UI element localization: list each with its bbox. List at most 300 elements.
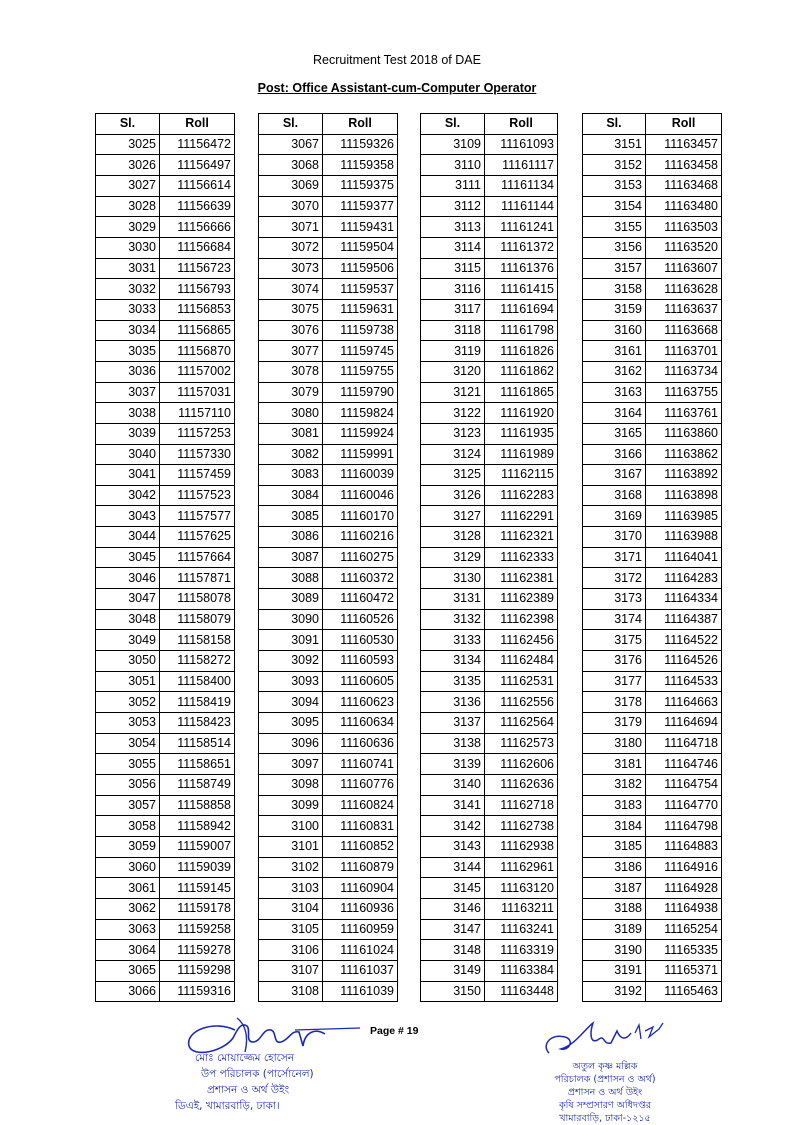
serial-cell: 3181 <box>583 754 646 775</box>
table-row <box>96 609 235 630</box>
table-row <box>421 444 558 465</box>
table-row <box>583 134 722 155</box>
serial-cell: 3080 <box>259 403 323 424</box>
roll-cell: 11163701 <box>646 341 722 362</box>
serial-cell: 3111 <box>421 175 485 196</box>
roll-cell: 11163761 <box>646 403 722 424</box>
roll-cell: 11161415 <box>485 279 558 300</box>
roll-cell: 11164533 <box>646 671 722 692</box>
table-row <box>583 630 722 651</box>
roll-cell: 11160741 <box>323 754 398 775</box>
roll-cell: 11156614 <box>160 175 235 196</box>
serial-cell: 3114 <box>421 237 485 258</box>
serial-cell: 3046 <box>96 568 160 589</box>
serial-cell: 3070 <box>259 196 323 217</box>
table-row <box>421 671 558 692</box>
serial-cell: 3073 <box>259 258 323 279</box>
serial-cell: 3161 <box>583 341 646 362</box>
roll-table-2 <box>258 113 398 1002</box>
serial-cell: 3187 <box>583 878 646 899</box>
serial-cell: 3128 <box>421 527 485 548</box>
table-row <box>583 836 722 857</box>
roll-cell: 11157253 <box>160 423 235 444</box>
table-row <box>583 155 722 176</box>
serial-cell: 3124 <box>421 444 485 465</box>
serial-cell: 3153 <box>583 175 646 196</box>
table-row <box>259 485 398 506</box>
serial-cell: 3029 <box>96 217 160 238</box>
roll-cell: 11159358 <box>323 155 398 176</box>
serial-cell: 3142 <box>421 816 485 837</box>
serial-cell: 3157 <box>583 258 646 279</box>
roll-cell: 11165463 <box>646 981 722 1002</box>
table-row <box>259 589 398 610</box>
serial-cell: 3052 <box>96 692 160 713</box>
serial-cell: 3076 <box>259 320 323 341</box>
table-row <box>421 857 558 878</box>
roll-cell: 11160634 <box>323 713 398 734</box>
table-row <box>421 527 558 548</box>
roll-cell: 11160605 <box>323 671 398 692</box>
roll-cell: 11157523 <box>160 485 235 506</box>
serial-cell: 3186 <box>583 857 646 878</box>
table-row <box>583 733 722 754</box>
serial-cell: 3126 <box>421 485 485 506</box>
serial-cell: 3109 <box>421 134 485 155</box>
serial-cell: 3094 <box>259 692 323 713</box>
roll-cell: 11158272 <box>160 651 235 672</box>
roll-cell: 11158423 <box>160 713 235 734</box>
serial-cell: 3107 <box>259 960 323 981</box>
table-row <box>421 795 558 816</box>
table-row <box>259 981 398 1002</box>
sl-header: Sl. <box>583 114 646 135</box>
table-row <box>421 692 558 713</box>
serial-cell: 3135 <box>421 671 485 692</box>
roll-cell: 11165335 <box>646 940 722 961</box>
serial-cell: 3139 <box>421 754 485 775</box>
serial-cell: 3136 <box>421 692 485 713</box>
table-row <box>96 940 235 961</box>
right-signature-block <box>530 1060 680 1125</box>
roll-cell: 11162961 <box>485 857 558 878</box>
serial-cell: 3030 <box>96 237 160 258</box>
serial-cell: 3175 <box>583 630 646 651</box>
table-row <box>421 279 558 300</box>
roll-cell: 11156723 <box>160 258 235 279</box>
table-row <box>259 775 398 796</box>
serial-cell: 3031 <box>96 258 160 279</box>
serial-cell: 3039 <box>96 423 160 444</box>
serial-cell: 3088 <box>259 568 323 589</box>
table-row <box>583 692 722 713</box>
serial-cell: 3174 <box>583 609 646 630</box>
serial-cell: 3033 <box>96 299 160 320</box>
table-row <box>421 134 558 155</box>
roll-cell: 11163637 <box>646 299 722 320</box>
table-row <box>583 609 722 630</box>
roll-cell: 11160593 <box>323 651 398 672</box>
serial-cell: 3089 <box>259 589 323 610</box>
table-row <box>259 940 398 961</box>
table-row <box>259 733 398 754</box>
roll-cell: 11157577 <box>160 506 235 527</box>
roll-cell: 11164770 <box>646 795 722 816</box>
table-row <box>583 444 722 465</box>
roll-cell: 11164387 <box>646 609 722 630</box>
table-row <box>583 960 722 981</box>
serial-cell: 3177 <box>583 671 646 692</box>
serial-cell: 3087 <box>259 547 323 568</box>
roll-cell: 11164883 <box>646 836 722 857</box>
roll-cell: 11164526 <box>646 651 722 672</box>
table-header-row <box>259 114 398 135</box>
serial-cell: 3067 <box>259 134 323 155</box>
roll-cell: 11161024 <box>323 940 398 961</box>
roll-cell: 11163734 <box>646 361 722 382</box>
roll-cell: 11160216 <box>323 527 398 548</box>
serial-cell: 3159 <box>583 299 646 320</box>
serial-cell: 3057 <box>96 795 160 816</box>
table-row <box>259 382 398 403</box>
serial-cell: 3056 <box>96 775 160 796</box>
roll-cell: 11162398 <box>485 609 558 630</box>
table-row <box>583 671 722 692</box>
serial-cell: 3152 <box>583 155 646 176</box>
roll-cell: 11159377 <box>323 196 398 217</box>
roll-cell: 11161989 <box>485 444 558 465</box>
roll-cell: 11162321 <box>485 527 558 548</box>
serial-cell: 3158 <box>583 279 646 300</box>
sl-header: Sl. <box>421 114 485 135</box>
serial-cell: 3098 <box>259 775 323 796</box>
roll-cell: 11163860 <box>646 423 722 444</box>
table-row <box>259 630 398 651</box>
roll-cell: 11162636 <box>485 775 558 796</box>
roll-cell: 11159924 <box>323 423 398 444</box>
table-row <box>96 775 235 796</box>
serial-cell: 3147 <box>421 919 485 940</box>
serial-cell: 3055 <box>96 754 160 775</box>
roll-cell: 11159504 <box>323 237 398 258</box>
serial-cell: 3143 <box>421 836 485 857</box>
table-header-row <box>96 114 235 135</box>
roll-cell: 11164916 <box>646 857 722 878</box>
table-row <box>259 341 398 362</box>
table-row <box>583 527 722 548</box>
table-row <box>421 237 558 258</box>
roll-cell: 11159631 <box>323 299 398 320</box>
table-row <box>259 568 398 589</box>
serial-cell: 3160 <box>583 320 646 341</box>
table-row <box>583 713 722 734</box>
roll-cell: 11163520 <box>646 237 722 258</box>
serial-cell: 3164 <box>583 403 646 424</box>
table-row <box>421 981 558 1002</box>
roll-cell: 11163892 <box>646 465 722 486</box>
roll-cell: 11162484 <box>485 651 558 672</box>
roll-cell: 11162738 <box>485 816 558 837</box>
serial-cell: 3038 <box>96 403 160 424</box>
sl-header: Sl. <box>96 114 160 135</box>
serial-cell: 3100 <box>259 816 323 837</box>
serial-cell: 3141 <box>421 795 485 816</box>
serial-cell: 3104 <box>259 898 323 919</box>
serial-cell: 3034 <box>96 320 160 341</box>
table-row <box>583 981 722 1002</box>
roll-cell: 11156472 <box>160 134 235 155</box>
roll-cell: 11160776 <box>323 775 398 796</box>
roll-cell: 11162606 <box>485 754 558 775</box>
roll-cell: 11159298 <box>160 960 235 981</box>
table-row <box>259 279 398 300</box>
serial-cell: 3084 <box>259 485 323 506</box>
serial-cell: 3048 <box>96 609 160 630</box>
right-signatory-wing: প্রশাসন ও অর্থ উইং <box>567 1087 643 1098</box>
roll-cell: 11163458 <box>646 155 722 176</box>
roll-cell: 11160636 <box>323 733 398 754</box>
serial-cell: 3036 <box>96 361 160 382</box>
roll-cell: 11157664 <box>160 547 235 568</box>
roll-cell: 11156666 <box>160 217 235 238</box>
roll-cell: 11156793 <box>160 279 235 300</box>
roll-cell: 11159278 <box>160 940 235 961</box>
roll-cell: 11158078 <box>160 589 235 610</box>
table-row <box>583 465 722 486</box>
serial-cell: 3183 <box>583 795 646 816</box>
serial-cell: 3101 <box>259 836 323 857</box>
serial-cell: 3103 <box>259 878 323 899</box>
left-signatory-name: মোঃ মোয়াজ্জেম হোসেন <box>195 1052 295 1064</box>
serial-cell: 3078 <box>259 361 323 382</box>
serial-cell: 3145 <box>421 878 485 899</box>
table-row <box>421 361 558 382</box>
roll-cell: 11156853 <box>160 299 235 320</box>
serial-cell: 3169 <box>583 506 646 527</box>
table-row <box>421 733 558 754</box>
table-row <box>421 940 558 961</box>
serial-cell: 3122 <box>421 403 485 424</box>
serial-cell: 3188 <box>583 898 646 919</box>
roll-cell: 11163862 <box>646 444 722 465</box>
roll-cell: 11165254 <box>646 919 722 940</box>
roll-cell: 11159326 <box>323 134 398 155</box>
table-row <box>583 485 722 506</box>
serial-cell: 3127 <box>421 506 485 527</box>
serial-cell: 3075 <box>259 299 323 320</box>
roll-cell: 11163468 <box>646 175 722 196</box>
serial-cell: 3148 <box>421 940 485 961</box>
serial-cell: 3116 <box>421 279 485 300</box>
roll-cell: 11164522 <box>646 630 722 651</box>
roll-cell: 11163755 <box>646 382 722 403</box>
serial-cell: 3138 <box>421 733 485 754</box>
roll-cell: 11156870 <box>160 341 235 362</box>
serial-cell: 3085 <box>259 506 323 527</box>
left-signatory-office: ডিএই, খামারবাড়ি, ঢাকা। <box>175 1100 280 1112</box>
roll-cell: 11163607 <box>646 258 722 279</box>
roll-cell: 11158858 <box>160 795 235 816</box>
roll-cell: 11162938 <box>485 836 558 857</box>
serial-cell: 3058 <box>96 816 160 837</box>
roll-cell: 11160046 <box>323 485 398 506</box>
serial-cell: 3042 <box>96 485 160 506</box>
table-row <box>421 217 558 238</box>
table-row <box>259 299 398 320</box>
serial-cell: 3170 <box>583 527 646 548</box>
table-row <box>583 940 722 961</box>
table-row <box>583 816 722 837</box>
table-row <box>96 237 235 258</box>
table-row <box>96 795 235 816</box>
table-row <box>96 465 235 486</box>
roll-cell: 11164041 <box>646 547 722 568</box>
roll-cell: 11160904 <box>323 878 398 899</box>
table-row <box>96 155 235 176</box>
roll-cell: 11160472 <box>323 589 398 610</box>
table-row <box>259 795 398 816</box>
table-row <box>421 382 558 403</box>
serial-cell: 3054 <box>96 733 160 754</box>
right-signatory-designation: পরিচালক (প্রশাসন ও অর্থ) <box>554 1074 656 1085</box>
serial-cell: 3032 <box>96 279 160 300</box>
roll-cell: 11160936 <box>323 898 398 919</box>
roll-cell: 11160879 <box>323 857 398 878</box>
serial-cell: 3163 <box>583 382 646 403</box>
roll-cell: 11161117 <box>485 155 558 176</box>
roll-cell: 11164754 <box>646 775 722 796</box>
table-row <box>259 134 398 155</box>
serial-cell: 3179 <box>583 713 646 734</box>
roll-cell: 11161039 <box>323 981 398 1002</box>
roll-table-4 <box>582 113 722 1002</box>
serial-cell: 3027 <box>96 175 160 196</box>
table-row <box>421 299 558 320</box>
table-row <box>96 692 235 713</box>
serial-cell: 3081 <box>259 423 323 444</box>
roll-cell: 11159145 <box>160 878 235 899</box>
table-row <box>583 423 722 444</box>
table-row <box>96 423 235 444</box>
table-row <box>96 361 235 382</box>
serial-cell: 3115 <box>421 258 485 279</box>
roll-cell: 11163384 <box>485 960 558 981</box>
roll-cell: 11160039 <box>323 465 398 486</box>
roll-cell: 11160275 <box>323 547 398 568</box>
table-row <box>421 960 558 981</box>
table-row <box>96 671 235 692</box>
table-row <box>583 341 722 362</box>
table-row <box>96 279 235 300</box>
serial-cell: 3113 <box>421 217 485 238</box>
roll-cell: 11158419 <box>160 692 235 713</box>
serial-cell: 3082 <box>259 444 323 465</box>
serial-cell: 3069 <box>259 175 323 196</box>
table-row <box>421 175 558 196</box>
serial-cell: 3028 <box>96 196 160 217</box>
serial-cell: 3123 <box>421 423 485 444</box>
roll-cell: 11160530 <box>323 630 398 651</box>
roll-cell: 11162573 <box>485 733 558 754</box>
roll-cell: 11159007 <box>160 836 235 857</box>
roll-cell: 11160372 <box>323 568 398 589</box>
roll-cell: 11161865 <box>485 382 558 403</box>
roll-cell: 11162381 <box>485 568 558 589</box>
table-row <box>421 816 558 837</box>
roll-cell: 11163668 <box>646 320 722 341</box>
table-row <box>259 547 398 568</box>
table-row <box>259 237 398 258</box>
serial-cell: 3026 <box>96 155 160 176</box>
table-row <box>96 258 235 279</box>
serial-cell: 3185 <box>583 836 646 857</box>
serial-cell: 3192 <box>583 981 646 1002</box>
table-row <box>96 713 235 734</box>
table-row <box>421 568 558 589</box>
roll-cell: 11161798 <box>485 320 558 341</box>
serial-cell: 3105 <box>259 919 323 940</box>
table-row <box>259 465 398 486</box>
serial-cell: 3053 <box>96 713 160 734</box>
serial-cell: 3146 <box>421 898 485 919</box>
serial-cell: 3180 <box>583 733 646 754</box>
table-row <box>421 836 558 857</box>
table-row <box>96 382 235 403</box>
roll-header: Roll <box>646 114 722 135</box>
table-row <box>96 444 235 465</box>
serial-cell: 3083 <box>259 465 323 486</box>
table-row <box>583 320 722 341</box>
roll-header: Roll <box>485 114 558 135</box>
table-row <box>96 836 235 857</box>
table-row <box>583 547 722 568</box>
roll-cell: 11162291 <box>485 506 558 527</box>
table-row <box>96 733 235 754</box>
serial-cell: 3130 <box>421 568 485 589</box>
serial-cell: 3140 <box>421 775 485 796</box>
table-row <box>259 692 398 713</box>
table-row <box>583 919 722 940</box>
roll-cell: 11162333 <box>485 547 558 568</box>
table-row <box>259 423 398 444</box>
table-row <box>583 795 722 816</box>
roll-cell: 11163480 <box>646 196 722 217</box>
roll-cell: 11164938 <box>646 898 722 919</box>
table-row <box>259 671 398 692</box>
roll-cell: 11162564 <box>485 713 558 734</box>
table-row <box>421 713 558 734</box>
left-signatory-designation: উপ পরিচালক (পার্সোনেল) <box>201 1068 314 1080</box>
right-signatory-department: কৃষি সম্প্রসারণ অধিদপ্তর <box>559 1100 651 1111</box>
serial-cell: 3025 <box>96 134 160 155</box>
table-row <box>583 568 722 589</box>
roll-cell: 11163319 <box>485 940 558 961</box>
table-row <box>259 361 398 382</box>
serial-cell: 3108 <box>259 981 323 1002</box>
roll-cell: 11160852 <box>323 836 398 857</box>
table-row <box>421 651 558 672</box>
serial-cell: 3040 <box>96 444 160 465</box>
roll-cell: 11159178 <box>160 898 235 919</box>
table-row <box>96 196 235 217</box>
roll-cell: 11161826 <box>485 341 558 362</box>
roll-cell: 11158651 <box>160 754 235 775</box>
serial-cell: 3178 <box>583 692 646 713</box>
roll-cell: 11161037 <box>323 960 398 981</box>
serial-cell: 3099 <box>259 795 323 816</box>
table-row <box>96 857 235 878</box>
roll-cell: 11158079 <box>160 609 235 630</box>
